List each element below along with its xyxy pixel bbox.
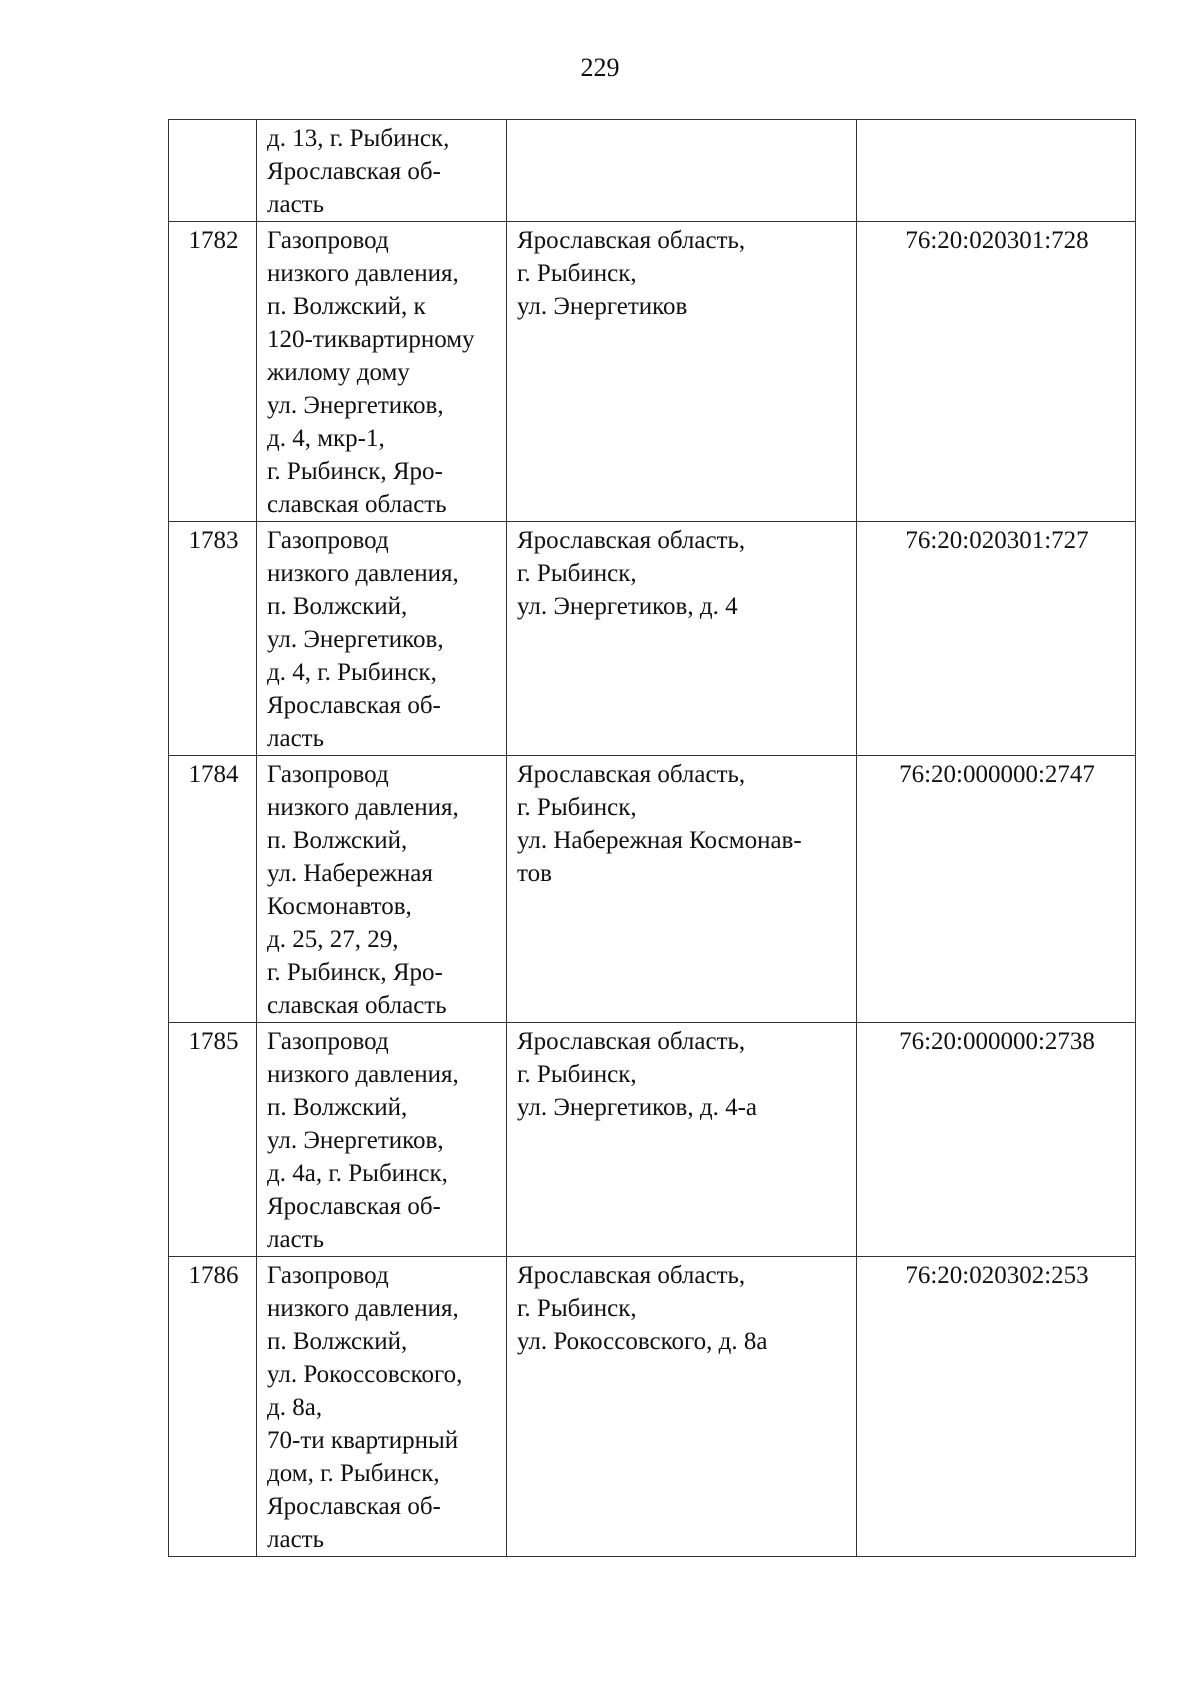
object-name: Газопровод низкого давления, п. Волжский, к 120-тиквартирному жилому дому ул. Энергетиков, д. 4, мкр-1, г. Рыбинск, Яро- славская область <box>257 222 507 522</box>
cadastral-number: 76:20:020301:727 <box>857 522 1136 756</box>
object-address: Ярославская область, г. Рыбинск, ул. Рокоссовского, д. 8а <box>507 1257 857 1557</box>
object-address: Ярославская область, г. Рыбинск, ул. Энергетиков <box>507 222 857 522</box>
registry-table <box>168 119 1136 1557</box>
table-row <box>169 522 1136 756</box>
table-row <box>169 1023 1136 1257</box>
cadastral-number: 76:20:020301:728 <box>857 222 1136 522</box>
object-name: Газопровод низкого давления, п. Волжский, ул. Рокоссовского, д. 8а, 70-ти квартирный дом, г. Рыбинск, Ярославская об- ласть <box>257 1257 507 1557</box>
row-number: 1784 <box>169 756 257 1023</box>
row-number: 1785 <box>169 1023 257 1257</box>
page-number: 229 <box>580 53 620 82</box>
object-name: д. 13, г. Рыбинск, Ярославская об- ласть <box>257 120 507 222</box>
table-row <box>169 756 1136 1023</box>
object-name: Газопровод низкого давления, п. Волжский, ул. Энергетиков, д. 4а, г. Рыбинск, Ярославская об- ласть <box>257 1023 507 1257</box>
object-name: Газопровод низкого давления, п. Волжский, ул. Энергетиков, д. 4, г. Рыбинск, Ярославская об- ласть <box>257 522 507 756</box>
cadastral-number: 76:20:020302:253 <box>857 1257 1136 1557</box>
object-address: Ярославская область, г. Рыбинск, ул. Набережная Космонав- тов <box>507 756 857 1023</box>
object-name: Газопровод низкого давления, п. Волжский, ул. Набережная Космонавтов, д. 25, 27, 29, г. Рыбинск, Яро- славская область <box>257 756 507 1023</box>
cadastral-number: 76:20:000000:2738 <box>857 1023 1136 1257</box>
row-number: 1786 <box>169 1257 257 1557</box>
table-row <box>169 1257 1136 1557</box>
table-row <box>169 222 1136 522</box>
row-number: 1782 <box>169 222 257 522</box>
row-number: 1783 <box>169 522 257 756</box>
row-number <box>169 120 257 222</box>
object-address: Ярославская область, г. Рыбинск, ул. Энергетиков, д. 4-а <box>507 1023 857 1257</box>
object-address: Ярославская область, г. Рыбинск, ул. Энергетиков, д. 4 <box>507 522 857 756</box>
object-address <box>507 120 857 222</box>
cadastral-number <box>857 120 1136 222</box>
cadastral-number: 76:20:000000:2747 <box>857 756 1136 1023</box>
table-row <box>169 120 1136 222</box>
